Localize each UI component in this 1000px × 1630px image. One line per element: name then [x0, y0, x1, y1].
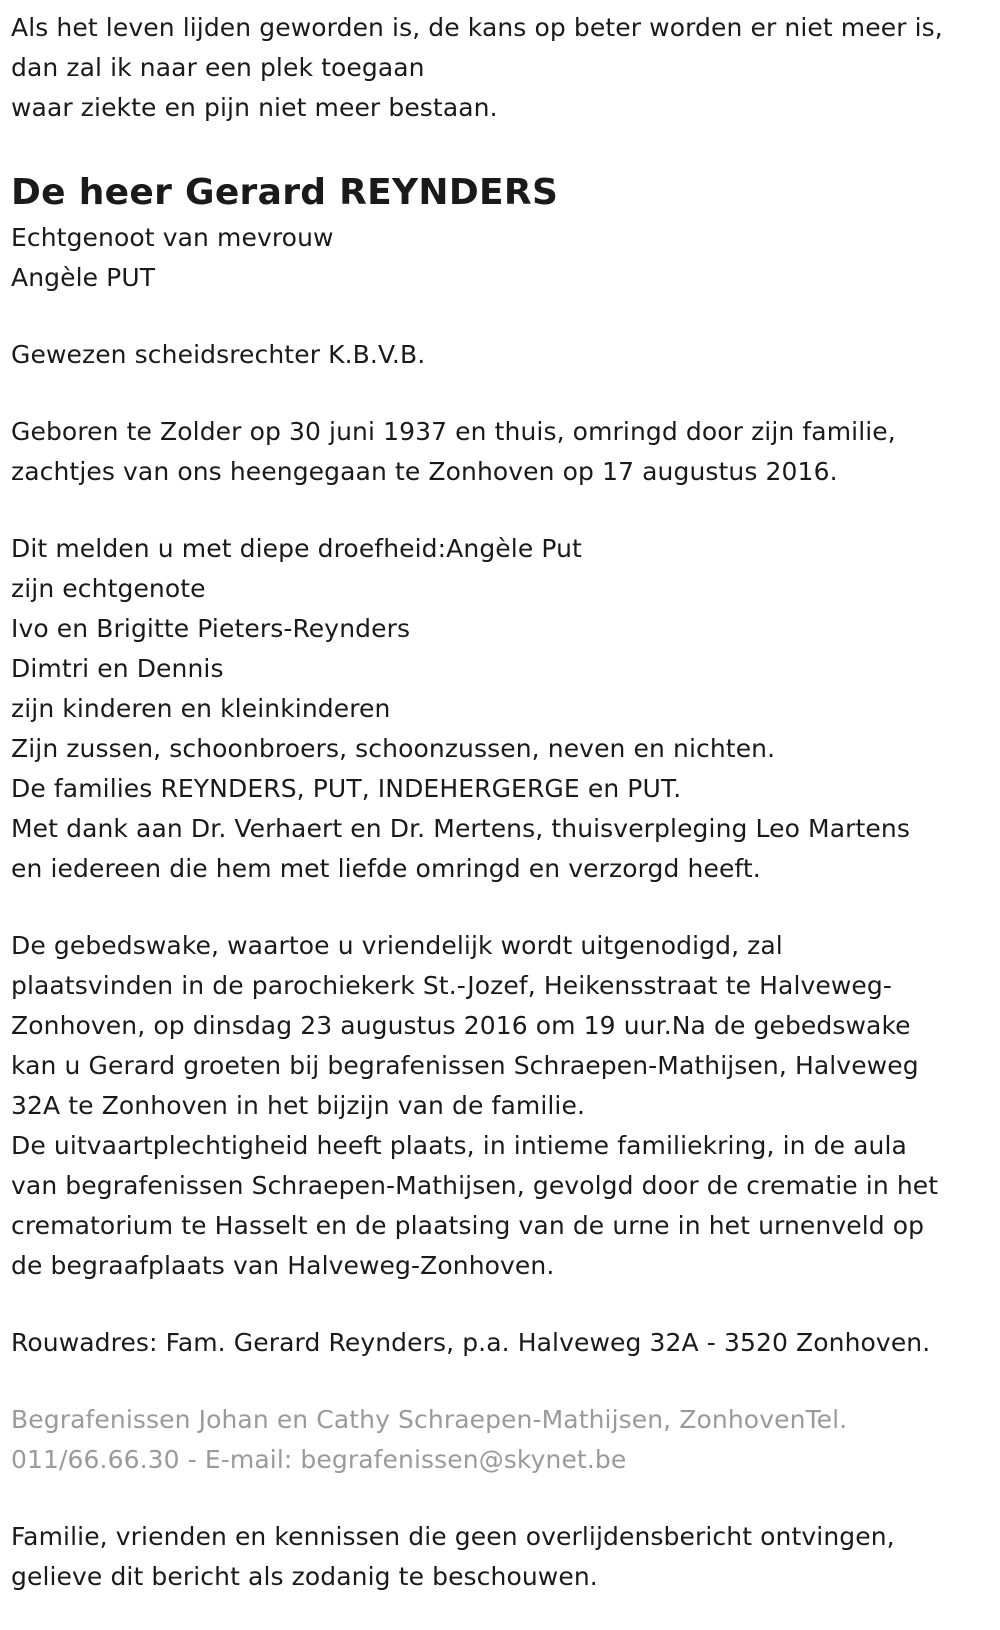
poem-line: Als het leven lijden geworden is, de kans op beter worden er niet meer is, — [11, 13, 943, 42]
spouse-block — [11, 218, 990, 298]
spouse-line: Angèle PUT — [11, 263, 156, 292]
birth-death-block — [11, 412, 990, 492]
mourners-line: Ivo en Brigitte Pieters-Reynders — [11, 614, 411, 643]
ceremony-line: kan u Gerard groeten bij begrafenissen Schraepen-Mathijsen, Halveweg — [11, 1051, 919, 1080]
ceremony-line: crematorium te Hasselt en de plaatsing van de urne in het urnenveld op — [11, 1211, 925, 1240]
funeral-home-block — [11, 1400, 990, 1480]
birth-death-line: zachtjes van ons heengegaan te Zonhoven op 17 augustus 2016. — [11, 457, 838, 486]
birth-death-line: Geboren te Zolder op 30 juni 1937 en thuis, omringd door zijn familie, — [11, 417, 896, 446]
ceremony-line: plaatsvinden in de parochiekerk St.-Jozef, Heikensstraat te Halveweg- — [11, 971, 892, 1000]
mourners-line: en iedereen die hem met liefde omringd en verzorgd heeft. — [11, 854, 761, 883]
occupation-line: Gewezen scheidsrechter K.B.V.B. — [11, 340, 426, 369]
closing-block — [11, 1517, 990, 1597]
occupation-block — [11, 335, 990, 375]
mourners-line: zijn echtgenote — [11, 574, 206, 603]
deceased-name: De heer Gerard REYNDERS — [11, 172, 559, 213]
poem-line: dan zal ik naar een plek toegaan — [11, 53, 425, 82]
mourners-line: Dimtri en Dennis — [11, 654, 224, 683]
ceremony-line: van begrafenissen Schraepen-Mathijsen, gevolgd door de crematie in het — [11, 1171, 939, 1200]
mourning-address: Rouwadres: Fam. Gerard Reynders, p.a. Halveweg 32A - 3520 Zonhoven. — [11, 1328, 931, 1357]
funeral-home-line: 011/66.66.30 - E-mail: begrafenissen@skynet.be — [11, 1445, 627, 1474]
ceremony-line: De gebedswake, waartoe u vriendelijk wordt uitgenodigd, zal — [11, 931, 783, 960]
ceremony-block — [11, 926, 990, 1286]
mourners-line: Met dank aan Dr. Verhaert en Dr. Mertens, thuisverpleging Leo Martens — [11, 814, 910, 843]
ceremony-line: de begraafplaats van Halveweg-Zonhoven. — [11, 1251, 555, 1280]
ceremony-line: 32A te Zonhoven in het bijzijn van de familie. — [11, 1091, 585, 1120]
mourners-line: Dit melden u met diepe droefheid:Angèle Put — [11, 534, 582, 563]
address-block — [11, 1323, 990, 1363]
ceremony-line: De uitvaartplechtigheid heeft plaats, in intieme familiekring, in de aula — [11, 1131, 907, 1160]
ceremony-line: Zonhoven, op dinsdag 23 augustus 2016 om 19 uur.Na de gebedswake — [11, 1011, 911, 1040]
closing-line: gelieve dit bericht als zodanig te beschouwen. — [11, 1562, 598, 1591]
poem-line: waar ziekte en pijn niet meer bestaan. — [11, 93, 498, 122]
mourners-line: Zijn zussen, schoonbroers, schoonzussen, neven en nichten. — [11, 734, 776, 763]
mourners-block — [11, 529, 990, 889]
closing-line: Familie, vrienden en kennissen die geen overlijdensbericht ontvingen, — [11, 1522, 895, 1551]
poem-block — [11, 8, 990, 128]
spouse-line: Echtgenoot van mevrouw — [11, 223, 334, 252]
mourners-line: De families REYNDERS, PUT, INDEHERGERGE en PUT. — [11, 774, 682, 803]
funeral-home-line: Begrafenissen Johan en Cathy Schraepen-Mathijsen, ZonhovenTel. — [11, 1405, 848, 1434]
mourners-line: zijn kinderen en kleinkinderen — [11, 694, 391, 723]
